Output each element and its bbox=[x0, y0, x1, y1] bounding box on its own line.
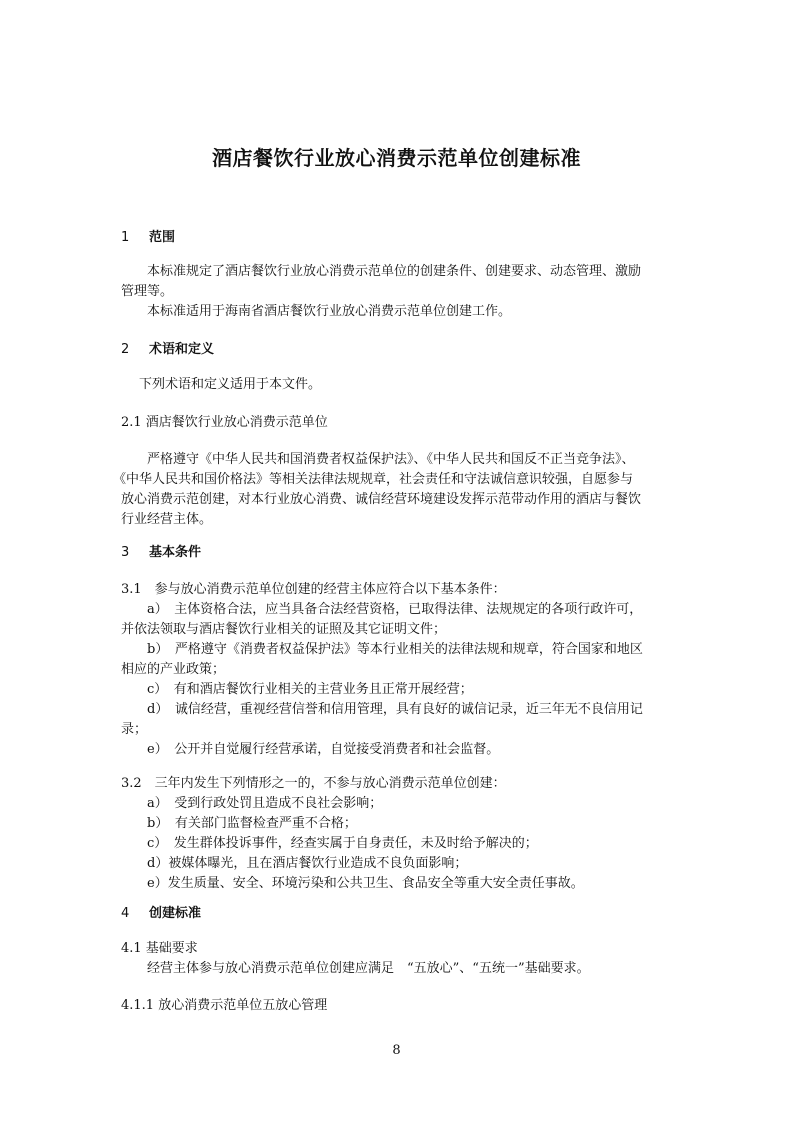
list-item: e） 公开并自觉履行经营承诺，自觉接受消费者和社会监督。 bbox=[147, 742, 500, 757]
subsection-heading: 4.1.1 放心消费示范单位五放心管理 bbox=[121, 998, 328, 1013]
section-number: 3 bbox=[121, 545, 130, 560]
list-item: d） 诚信经营，重视经营信誉和信用管理，具有良好的诚信记录，近三年无不良信用记 bbox=[147, 702, 643, 717]
section-title: 基本条件 bbox=[149, 545, 202, 560]
list-item: c） 有和酒店餐饮行业相关的主营业务且正常开展经营； bbox=[147, 682, 473, 697]
paragraph-line: 下列术语和定义适用于本文件。 bbox=[139, 377, 322, 392]
paragraph-line: 经营主体参与放心消费示范单位创建应满足 “五放心”、“五统一”基础要求。 bbox=[147, 961, 590, 976]
list-item-continued: 相应的产业政策； bbox=[121, 662, 226, 677]
list-item-continued: 并依法领取与酒店餐饮行业相关的证照及其它证明文件； bbox=[121, 622, 447, 637]
list-item: c） 发生群体投诉事件，经查实属于自身责任，未及时给予解决的； bbox=[147, 836, 538, 851]
section-title: 创建标准 bbox=[149, 906, 202, 921]
list-item: b） 有关部门监督检查严重不合格； bbox=[147, 816, 357, 831]
section-1-heading bbox=[121, 230, 175, 246]
list-item: e）发生质量、安全、环境污染和公共卫生、食品安全等重大安全责任事故。 bbox=[147, 876, 584, 891]
section-number: 4 bbox=[121, 906, 130, 921]
page-number: 8 bbox=[392, 1043, 401, 1058]
list-item: d）被媒体曝光，且在酒店餐饮行业造成不良负面影响； bbox=[147, 856, 468, 871]
document-title: 酒店餐饮行业放心消费示范单位创建标准 bbox=[212, 146, 581, 170]
section-number: 2 bbox=[121, 342, 130, 357]
definition-line: 严格遵守《中华人民共和国消费者权益保护法》、《中华人民共和国反不正当竞争法》、 bbox=[147, 452, 635, 467]
definition-line: 放心消费示范创建，对本行业放心消费、诚信经营环境建设发挥示范带动作用的酒店与餐饮 bbox=[121, 492, 642, 507]
paragraph-line: 本标准规定了酒店餐饮行业放心消费示范单位的创建条件、创建要求、动态管理、激励 bbox=[147, 264, 642, 279]
subsection-heading: 4.1 基础要求 bbox=[121, 941, 198, 956]
section-title: 术语和定义 bbox=[149, 342, 215, 357]
list-item: b） 严格遵守《消费者权益保护法》等本行业相关的法律法规和规章，符合国家和地区 bbox=[147, 642, 643, 657]
section-number: 1 bbox=[121, 230, 130, 245]
definition-line: 《中华人民共和国价格法》等相关法律法规规章，社会责任和守法诚信意识较强，自愿参与 bbox=[113, 472, 634, 487]
section-title: 范围 bbox=[149, 230, 176, 245]
clause-heading: 3.1 参与放心消费示范单位创建的经营主体应符合以下基本条件： bbox=[121, 582, 506, 597]
subsection-heading: 2.1 酒店餐饮行业放心消费示范单位 bbox=[121, 415, 328, 430]
clause-heading: 3.2 三年内发生下列情形之一的，不参与放心消费示范单位创建： bbox=[121, 776, 506, 791]
definition-line: 行业经营主体。 bbox=[121, 512, 213, 527]
section-2-heading bbox=[121, 342, 214, 358]
list-item: a） 受到行政处罚且造成不良社会影响； bbox=[147, 796, 383, 811]
section-4-heading bbox=[121, 906, 201, 922]
list-item-continued: 录； bbox=[121, 722, 148, 737]
list-item: a） 主体资格合法，应当具备合法经营资格，已取得法律、法规规定的各项行政许可， bbox=[147, 602, 643, 617]
paragraph-line: 本标准适用于海南省酒店餐饮行业放心消费示范单位创建工作。 bbox=[147, 304, 512, 319]
paragraph-line: 管理等。 bbox=[121, 284, 174, 299]
section-3-heading bbox=[121, 545, 201, 561]
